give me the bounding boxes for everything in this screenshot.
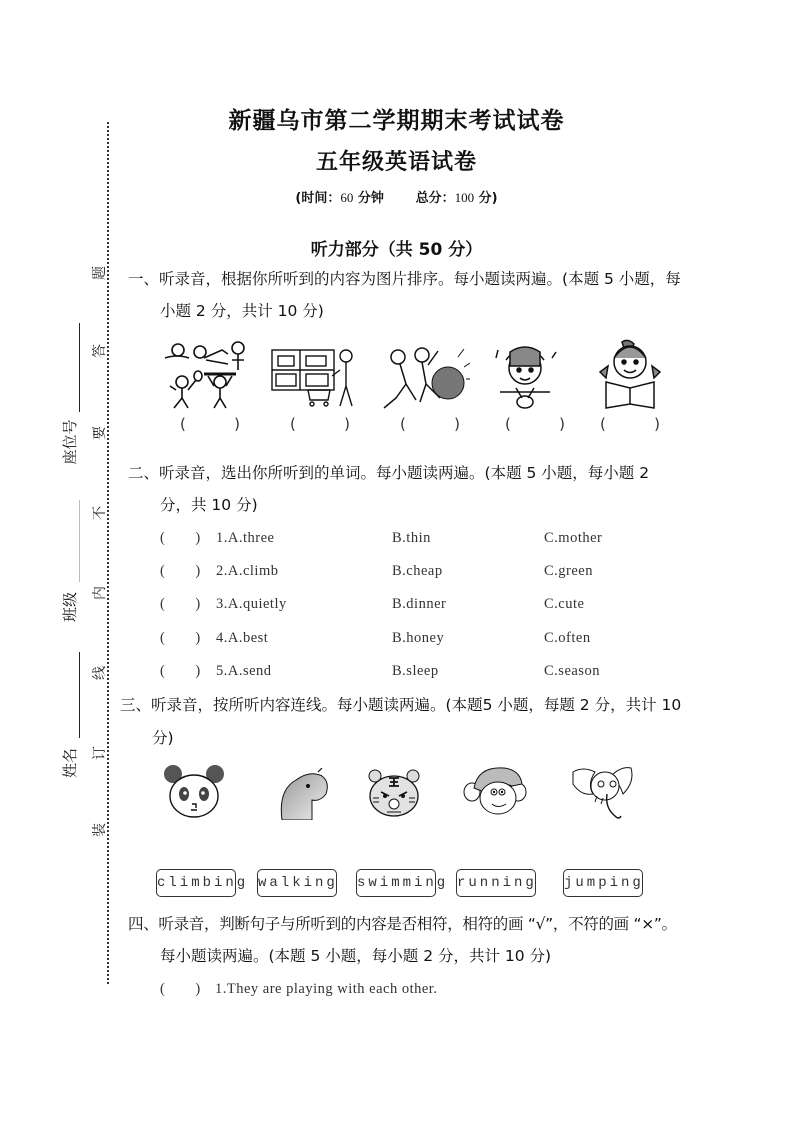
monkey-picture xyxy=(462,766,528,822)
seat-number-label-rotated: 座位号 xyxy=(60,412,80,472)
girl-reading-picture xyxy=(590,338,674,410)
q2-item-4-b: B.honey xyxy=(392,630,445,646)
q4-instruction-line1: 听录音，判断句子与所听到的内容是否相符，相符的画 “√”，不符的画 “×”。 xyxy=(158,915,677,933)
word-box-running[interactable]: running xyxy=(456,869,536,897)
penguin-picture xyxy=(278,768,330,824)
class-label-rotated: 班级 xyxy=(60,582,80,632)
time-unit: 分钟 xyxy=(357,191,384,206)
q2-word-options xyxy=(160,530,640,685)
score-unit: 分) xyxy=(478,191,498,206)
binding-char-da: 答 xyxy=(92,344,108,358)
q2-item-5-b: B.sleep xyxy=(392,663,439,679)
seat-number-field[interactable] xyxy=(79,323,80,420)
q2-item-3-b: B.dinner xyxy=(392,596,447,612)
running-kids-picture xyxy=(380,343,464,415)
q4-item-1-blank[interactable]: ( ) xyxy=(160,981,201,997)
q2-item-3-blank[interactable]: ( ) xyxy=(160,596,201,612)
score-value: 100 xyxy=(454,190,475,205)
q2-heading xyxy=(128,457,649,489)
q3-instruction-line2: 分) xyxy=(152,729,174,747)
q2-item-5-a: 5.A.send xyxy=(216,663,272,679)
exam-subtitle: 五年级英语试卷 xyxy=(315,150,477,175)
q2-item-5-c: C.season xyxy=(544,663,600,679)
class-field[interactable] xyxy=(79,500,80,588)
q3-heading xyxy=(120,689,681,721)
q1-answer-blank-4[interactable]: ( ) xyxy=(505,415,565,433)
q4-item-1-text: 1.They are playing with each other. xyxy=(215,981,438,997)
name-label-rotated: 姓名 xyxy=(60,738,80,788)
q2-item-2-blank[interactable]: ( ) xyxy=(160,563,201,579)
q4-heading xyxy=(128,908,677,940)
q2-item-4-c: C.often xyxy=(544,630,591,646)
q1-answer-blank-2[interactable]: ( ) xyxy=(290,415,350,433)
q4-instruction-line2: 每小题读两遍。(本题 5 小题，每小题 2 分，共计 10 分) xyxy=(160,947,552,965)
q2-item-2-c: C.green xyxy=(544,563,593,579)
q2-item-1-a: 1.A.three xyxy=(216,530,275,546)
tiger-picture xyxy=(367,768,421,822)
q2-item-1-blank[interactable]: ( ) xyxy=(160,530,201,546)
q2-item-4-a: 4.A.best xyxy=(216,630,269,646)
q2-item-5-blank[interactable]: ( ) xyxy=(160,663,201,679)
q2-instruction-line2: 分，共 10 分) xyxy=(160,496,258,514)
shopping-picture xyxy=(270,346,354,418)
time-value: 60 xyxy=(340,190,354,205)
name-field[interactable] xyxy=(79,652,80,744)
exam-info xyxy=(0,187,793,206)
q1-heading xyxy=(128,263,681,295)
q2-instruction-line1: 听录音，选出你所听到的单词。每小题读两遍。(本题 5 小题，每小题 2 xyxy=(159,464,650,482)
score-label: 总分： xyxy=(415,191,455,206)
binding-char-zhuang: 装 xyxy=(92,823,108,837)
time-label: (时间： xyxy=(295,191,341,206)
listening-section-title: 听力部分（共 50 分） xyxy=(310,240,483,260)
q1-instruction-line2: 小题 2 分，共计 10 分) xyxy=(160,302,324,320)
q3-number: 三、 xyxy=(120,696,152,714)
binding-char-ding: 订 xyxy=(92,746,108,760)
elephant-picture xyxy=(567,764,637,828)
word-box-jumping[interactable]: jumping xyxy=(563,869,643,897)
binding-char-ti: 题 xyxy=(92,266,108,280)
q1-answer-blank-5[interactable]: ( ) xyxy=(600,415,660,433)
q1-instruction-line1: 听录音，根据你所听到的内容为图片排序。每小题读两遍。(本题 5 小题，每 xyxy=(159,270,681,288)
word-box-walking[interactable]: walking xyxy=(257,869,337,897)
q2-item-1-b: B.thin xyxy=(392,530,431,546)
q1-answer-blank-3[interactable]: ( ) xyxy=(400,415,460,433)
binding-char-bu: 不 xyxy=(92,506,108,520)
sports-kids-picture xyxy=(160,338,244,410)
binding-char-xian: 线 xyxy=(92,666,108,680)
q1-answer-blank-1[interactable]: ( ) xyxy=(180,415,240,433)
word-box-swimming[interactable]: swimming xyxy=(356,869,436,897)
word-box-climbing[interactable]: climbing xyxy=(156,869,236,897)
q3-instruction-line1: 听录音，按所听内容连线。每小题读两遍。(本题5 小题，每题 2 分，共计 10 xyxy=(151,696,682,714)
q2-item-2-b: B.cheap xyxy=(392,563,443,579)
q2-number: 二、 xyxy=(128,464,160,482)
q2-item-3-c: C.cute xyxy=(544,596,585,612)
panda-picture xyxy=(163,764,225,824)
q2-item-2-a: 2.A.climb xyxy=(216,563,279,579)
exam-title: 新疆乌市第二学期期末考试试卷 xyxy=(228,108,565,134)
q2-item-3-a: 3.A.quietly xyxy=(216,596,287,612)
q4-number: 四、 xyxy=(128,915,159,933)
q2-item-1-c: C.mother xyxy=(544,530,603,546)
binding-char-nei: 内 xyxy=(92,586,108,600)
binding-char-yao: 要 xyxy=(92,426,108,440)
q2-item-4-blank[interactable]: ( ) xyxy=(160,630,201,646)
girl-headphones-picture xyxy=(490,340,574,412)
q1-number: 一、 xyxy=(128,270,160,288)
